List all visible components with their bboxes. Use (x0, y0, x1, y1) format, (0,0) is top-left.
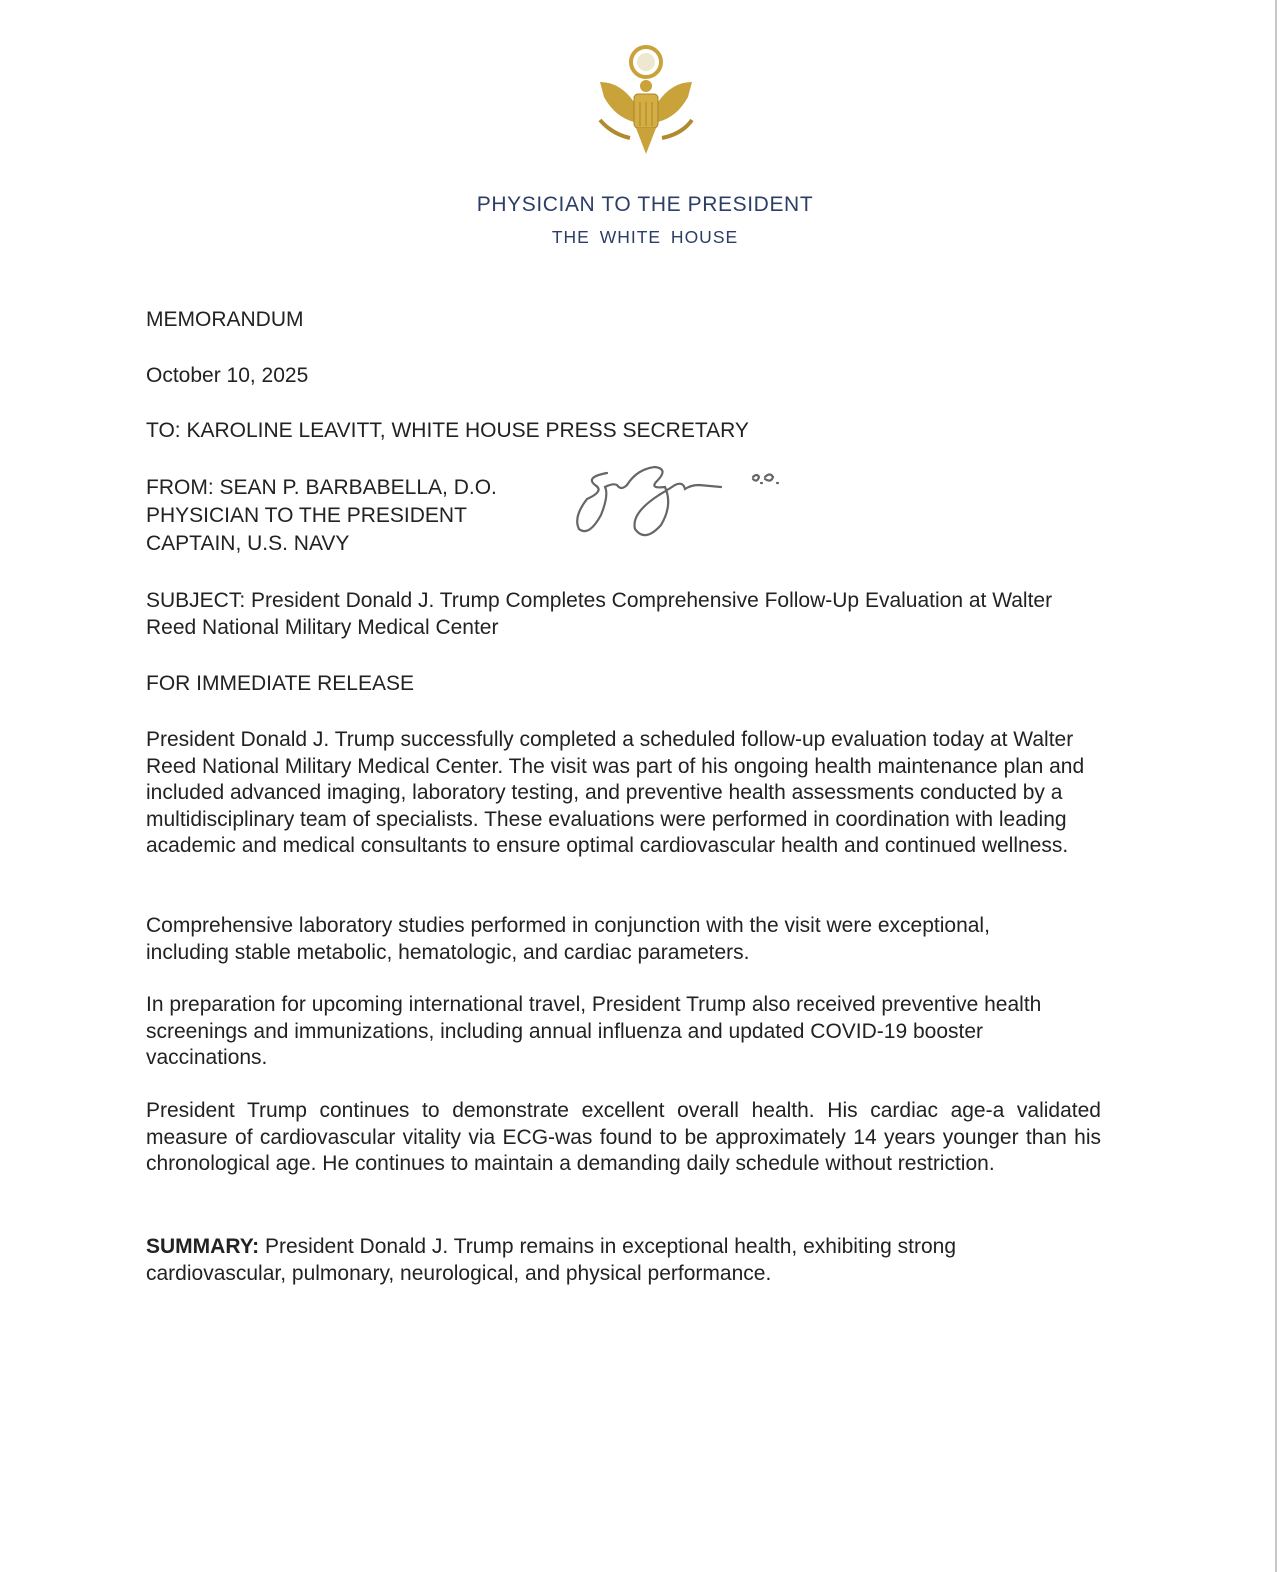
from-rank: CAPTAIN, U.S. NAVY (146, 532, 350, 555)
body-paragraph-3: In preparation for upcoming international travel, President Trump also received preventive health screenings and immunizations, including annual influenza and updated COVID-19 booster vaccinations. (146, 993, 1042, 1069)
signature-image (565, 455, 805, 545)
memo-type: MEMORANDUM (146, 308, 304, 331)
letterhead-title: PHYSICIAN TO THE PRESIDENT (476, 193, 814, 216)
body-paragraph-2: Comprehensive laboratory studies performed in conjunction with the visit were exceptional, including stable metabolic, hematologic, and cardiac parameters. (146, 914, 990, 964)
from-title: PHYSICIAN TO THE PRESIDENT (146, 504, 467, 527)
presidential-seal-icon (590, 42, 702, 160)
letterhead-subtitle: THE WHITE HOUSE (551, 227, 739, 247)
summary-label: SUMMARY: (146, 1235, 260, 1258)
memo-subject: SUBJECT: President Donald J. Trump Completes Comprehensive Follow-Up Evaluation at Walter Reed National Military Medical Center (146, 589, 1053, 639)
body-paragraph-1: President Donald J. Trump successfully completed a scheduled follow-up evaluation today at Walter Reed National Military Medical Center. The visit was part of his ongoing health maintenance plan and included advanced imaging, laboratory testing, and preventive health assessments conducted by a multidisciplinary team of specialists. These evaluations were performed in coordination with leading academic and medical consultants to ensure optimal cardiovascular health and continued wellness. (146, 728, 1085, 857)
memo-date: October 10, 2025 (146, 364, 309, 387)
from-name: FROM: SEAN P. BARBABELLA, D.O. (146, 476, 497, 499)
body-paragraph-4: President Trump continues to demonstrate excellent overall health. His cardiac age-a validated measure of cardiovascular vitality via ECG-was found to be approximately 14 years younger than his chronological age. He continues to maintain a demanding daily schedule without restriction. (146, 1099, 1101, 1175)
summary-paragraph (146, 1234, 1046, 1287)
memo-to: TO: KAROLINE LEAVITT, WHITE HOUSE PRESS SECRETARY (146, 419, 749, 442)
summary-text: President Donald J. Trump remains in exceptional health, exhibiting strong cardiovascular, pulmonary, neurological, and physical performance. (146, 1235, 957, 1285)
release-notice: FOR IMMEDIATE RELEASE (146, 672, 414, 695)
